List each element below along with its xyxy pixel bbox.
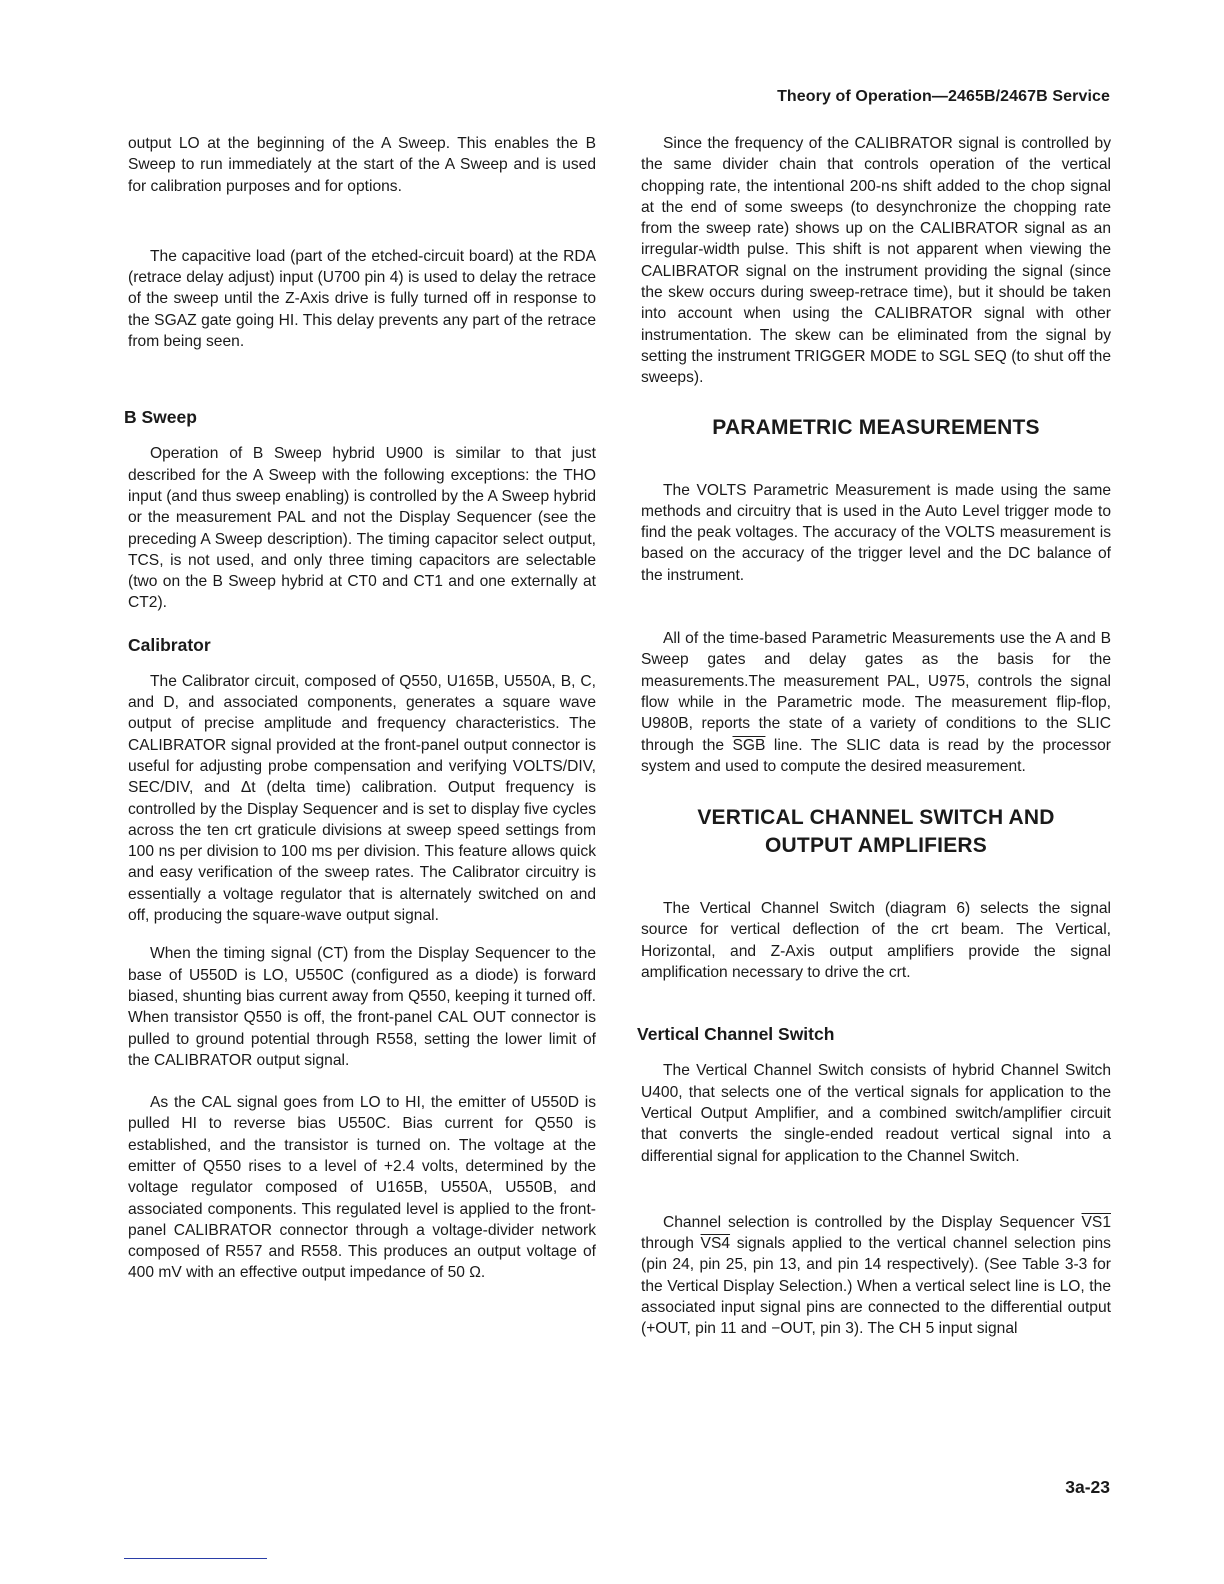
text-run: Channel selection is controlled by the Display Sequencer <box>663 1213 1082 1231</box>
right-column <box>637 133 1111 1340</box>
section-heading-parametric: PARAMETRIC MEASUREMENTS <box>712 415 1040 439</box>
page-number: 3a-23 <box>1065 1477 1110 1497</box>
section-heading-vertical-line-1: VERTICAL CHANNEL SWITCH AND <box>697 806 1055 830</box>
paragraph: The capacitive load (part of the etched-circuit board) at the RDA (retrace delay adjust) input (U700 pin 4) is used to delay the retrace of the sweep until the Z-Axis drive is fully turned off in response to the SGAZ gate going HI. This delay prevents any part of the retrace from being seen. <box>128 247 596 351</box>
paragraph: Since the frequency of the CALIBRATOR signal is controlled by the same divider chain that controls operation of the vertical chopping rate, the intentional 200-ns shift added to the chop signal at the end of some sweeps (to desynchronize the chopping rate from the sweep rate) shows up on the CALIBRATOR signal as an irregular-width pulse. This shift is not apparent when viewing the CALIBRATOR signal on the instrument providing the signal (since the skew occurs during sweep-retrace time), but it should be taken into account when using the CALIBRATOR signal with other instrumentation. The skew can be eliminated from the signal by setting the instrument TRIGGER MODE to SGL SEQ (to shut off the sweeps). <box>641 135 1111 387</box>
left-column <box>124 133 596 1284</box>
signal-name-sgb: $\overline{SGB}$ <box>732 736 766 754</box>
section-heading-calibrator: Calibrator <box>128 634 211 655</box>
paragraph: As the CAL signal goes from LO to HI, the emitter of U550D is pulled HI to reverse bias U550C. Bias current for Q550 is established, and the transistor is turned on. The voltage at the emitter of Q550 rises to a level of +2.4 volts, determined by the voltage regulator composed of U165B, U550A, U550B, and associated components. This regulated level is applied to the front-panel CALIBRATOR connector through a voltage-divider network composed of R557 and R558. This produces an output voltage of 400 mV with an effective output impedance of 50 Ω. <box>128 1094 596 1282</box>
paragraph: When the timing signal (CT) from the Display Sequencer to the base of U550D is LO, U550C (configured as a diode) is forward biased, shunting bias current away from Q550, keeping it turned off. When transistor Q550 is off, the front-panel CAL OUT connector is pulled to ground potential through R558, setting the lower limit of the CALIBRATOR output signal. <box>128 945 596 1069</box>
paragraph: output LO at the beginning of the A Sweep. This enables the B Sweep to run immediately at the start of the A Sweep and is used for calibration purposes and for options. <box>128 135 596 195</box>
section-heading-vertical-line-2: OUTPUT AMPLIFIERS <box>765 834 987 858</box>
paragraph: The VOLTS Parametric Measurement is made using the same methods and circuitry that is used in the Auto Level trigger mode to find the peak voltages. The accuracy of the VOLTS measurement is based on the accuracy of the trigger level and the DC balance of the instrument. <box>641 481 1111 584</box>
section-heading-b-sweep: B Sweep <box>124 407 197 428</box>
footer-rule <box>124 1558 267 1559</box>
paragraph: Operation of B Sweep hybrid U900 is similar to that just described for the A Sweep with the following exceptions: the THO input (and thus sweep enabling) is controlled by the A Sweep hybrid or the measurement PAL and not the Display Sequencer (see the preceding A Sweep description). The timing capacitor select output, TCS, is not used, and only three timing capacitors are selectable (two on the B Sweep hybrid at CT0 and CT1 and one externally at CT2). <box>128 445 596 612</box>
paragraph: The Calibrator circuit, composed of Q550, U165B, U550A, B, C, and D, and associated components, generates a square wave output of precise amplitude and frequency characteristics. The CALIBRATOR signal provided at the front-panel output connector is useful for adjusting probe compensation and verifying VOLTS/DIV, SEC/DIV, and Δt (delta time) calibration. Output frequency is controlled by the Display Sequencer and is set to display five cycles across the ten crt graticule divisions at sweep speed settings from 100 ns per division to 100 ms per division. This feature allows quick and easy verification of the sweep rates. The Calibrator circuitry is essentially a voltage regulator that is alternately switched on and off, producing the square-wave output signal. <box>128 672 596 925</box>
paragraph <box>641 1212 1111 1340</box>
text-run: All of the time-based Parametric Measurements use the A and B Sweep gates and delay gates as the basis for the measurements.The measurement PAL, U975, controls the signal flow while in the Parametric mode. The measurement flip-flop, U980B, reports the state of a variety of conditions to the SLIC through the <box>641 630 1111 754</box>
signal-name-vs1: VS1 <box>1081 1213 1111 1231</box>
text-run: line. The SLIC data is read by the processor system and used to compute the desired measurement. <box>641 736 1111 775</box>
text-run: signals applied to the vertical channel selection pins (pin 24, pin 25, pin 13, and pin 14 respectively). (See Table 3-3 for the Vertical Display Selection.) When a vertical select line is LO, the associated input signal pins are connected to the differential output (+OUT, pin 11 and −OUT, pin 3). The CH 5 input signal <box>641 1235 1111 1338</box>
signal-name-vs4: VS4 <box>700 1235 731 1253</box>
paragraph: The Vertical Channel Switch (diagram 6) selects the signal source for vertical deflection of the crt beam. The Vertical, Horizontal, and Z-Axis output amplifiers provide the signal amplification necessary to drive the crt. <box>641 900 1111 982</box>
paragraph <box>641 628 1111 777</box>
running-header: Theory of Operation—2465B/2467B Service <box>777 88 1110 105</box>
section-heading-vertical-channel-switch: Vertical Channel Switch <box>637 1024 835 1045</box>
text-run: through <box>641 1235 701 1253</box>
paragraph: The Vertical Channel Switch consists of hybrid Channel Switch U400, that selects one of the vertical signals for application to the Vertical Output Amplifier, and a combined switch/amplifier circuit that converts the single-ended readout vertical signal into a differential signal for application to the Channel Switch. <box>641 1062 1111 1165</box>
